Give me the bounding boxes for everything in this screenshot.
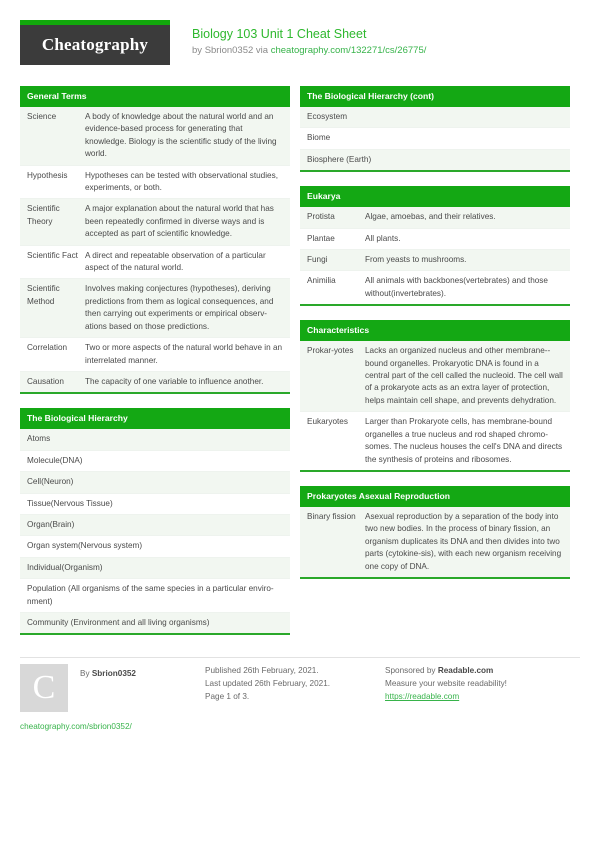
table-row: [300, 150, 570, 170]
table-row: [20, 372, 290, 392]
table-row: [20, 246, 290, 280]
published-date: Published 26th February, 2021.: [205, 666, 319, 676]
row-value: Atoms: [27, 434, 51, 444]
block-title: Eukarya: [300, 186, 570, 207]
sponsor-line: [385, 664, 580, 677]
table-row: [300, 128, 570, 149]
table-block: [300, 186, 570, 306]
row-value: Hypotheses can be tested with observational studies, experiments, or both.: [85, 170, 278, 193]
table-row: [300, 271, 570, 304]
sponsor-name: Readable.com: [437, 666, 494, 676]
row-key: Binary fission: [307, 511, 356, 521]
row-value: A direct and repeatable observation of a particular aspect of the natural world.: [85, 250, 266, 273]
table-row: [20, 579, 290, 613]
content-columns: [20, 86, 580, 649]
row-value: Population (All organisms of the same species in a particular enviro-nment): [27, 584, 274, 606]
byline: [192, 45, 426, 57]
via-label: via: [253, 45, 271, 56]
table-row: [20, 451, 290, 472]
table-row: [20, 199, 290, 245]
table-row: [20, 166, 290, 200]
table-row: [300, 207, 570, 228]
table-row: [300, 229, 570, 250]
row-value: Ecosystem: [307, 112, 348, 121]
row-key: Fungi: [307, 255, 328, 265]
row-value: All plants.: [365, 233, 401, 243]
table-row: [300, 107, 570, 128]
table-row: [20, 613, 290, 633]
row-value: Biome: [307, 133, 331, 143]
sponsor-link[interactable]: https://readable.com: [385, 692, 460, 702]
row-value: Organ system(Nervous system): [27, 541, 143, 551]
block-title: The Biological Hierarchy: [20, 408, 290, 429]
row-value: The capacity of one variable to influence another.: [85, 376, 264, 386]
footer-author: [80, 664, 136, 680]
byline-author: Sbrion0352: [204, 45, 254, 56]
table-row: [20, 472, 290, 493]
row-key: Correlation: [27, 343, 68, 353]
row-value: A major explanation about the natural world that has been repeatedly confirmed in diverse ways and is accepted as part of scientific knowledge.: [85, 204, 274, 239]
row-key: Prokar-yotes: [307, 346, 354, 356]
table-row: [20, 536, 290, 557]
table-block: [300, 320, 570, 472]
row-value: A body of knowledge about the natural world and an evidence-based process for generating that knowledge. Biology is the scientific study of the living world.: [85, 112, 277, 159]
table-row: [20, 558, 290, 579]
table-row: [300, 250, 570, 271]
row-key: Animilia: [307, 276, 336, 286]
by-prefix: by: [192, 45, 205, 56]
logo-text: Cheatography: [41, 35, 149, 54]
block-title: The Biological Hierarchy (cont): [300, 86, 570, 107]
row-value: Lacks an organized nucleus and other membrane--bound organelles. Prokaryotic DNA is found in a central part of the cell called the nucleoid. The cell wall of a prokaryote acts as an extra layer of protection, helps maintain cell shape, and prevents dehydration.: [365, 346, 563, 405]
avatar: C: [20, 664, 68, 712]
author-row: [20, 664, 205, 712]
table-row: [20, 107, 290, 166]
row-key: Plantae: [307, 233, 335, 243]
left-column: [20, 86, 290, 649]
row-key: Science: [27, 112, 57, 121]
table-row: [300, 412, 570, 470]
footer-by-label: By: [80, 669, 92, 679]
row-value: Molecule(DNA): [27, 455, 83, 465]
row-value: From yeasts to mushrooms.: [365, 255, 467, 265]
row-value: Cell(Neuron): [27, 477, 74, 487]
table-row: [20, 279, 290, 338]
table-block: [300, 486, 570, 579]
table-block: [300, 86, 570, 172]
row-key: Hypothesis: [27, 170, 68, 180]
table-row: [20, 494, 290, 515]
row-key: Scientific Theory: [27, 204, 60, 226]
row-value: Community (Environment and all living organisms): [27, 617, 210, 627]
table-row: [20, 338, 290, 372]
row-key: Causation: [27, 376, 64, 386]
row-value: Asexual reproduction by a separation of the body into two new bodies. In the process of binary fission, an organism duplicates its DNA and then divides into two parts (cytokine-sis), with each new organism receiving one copy of DNA.: [365, 511, 562, 571]
updated-date: Last updated 26th February, 2021.: [205, 679, 331, 689]
page-number: Page 1 of 3.: [205, 692, 250, 702]
row-value: Involves making conjectures (hypotheses), deriving predictions from them as logical consequences, and then carrying out experiments or empirical observ-ations based on those predictions.: [85, 284, 274, 331]
row-key: Scientific Fact: [27, 250, 78, 260]
footer-author-name: Sbrion0352: [91, 669, 136, 679]
row-value: Individual(Organism): [27, 562, 103, 572]
table-block: [20, 408, 290, 635]
sponsor-tagline: Measure your website readability!: [385, 679, 507, 689]
page-title: Biology 103 Unit 1 Cheat Sheet: [192, 27, 367, 41]
table-block: [20, 86, 290, 394]
row-value: Biosphere (Earth): [307, 154, 372, 164]
row-value: Organ(Brain): [27, 519, 75, 529]
title-block: [192, 20, 426, 57]
footer-sponsor-col: [385, 664, 580, 733]
row-key: Protista: [307, 212, 335, 222]
block-title: Prokaryotes Asexual Reproduction: [300, 486, 570, 507]
row-value: Larger than Prokaryote cells, has membrane-bound organelles a true nucleus and rod shaped chromo-somes. The nucleus houses the cell's DNA and directs the synthesis of proteins and ribosomes.: [365, 417, 563, 464]
block-title: Characteristics: [300, 320, 570, 341]
row-value: Tissue(Nervous Tissue): [27, 498, 113, 508]
block-title: General Terms: [20, 86, 290, 107]
table-row: [300, 507, 570, 577]
row-value: Algae, amoebas, and their relatives.: [365, 212, 496, 222]
page-header: [20, 20, 580, 72]
page-footer: [20, 657, 580, 733]
author-profile-link[interactable]: cheatography.com/sbrion0352/: [20, 722, 132, 732]
row-key: Scientific Method: [27, 284, 60, 306]
footer-publish-col: [205, 664, 385, 733]
cheatography-logo[interactable]: [20, 20, 170, 65]
table-row: [20, 515, 290, 536]
table-row: [20, 429, 290, 450]
sponsor-prefix: Sponsored by: [385, 666, 438, 676]
row-value: Two or more aspects of the natural world behave in an interrelated manner.: [85, 343, 283, 365]
table-row: [300, 341, 570, 412]
right-column: [300, 86, 570, 593]
row-value: All animals with backbones(vertebrates) and those without(invertebrates).: [365, 276, 548, 298]
row-key: Eukaryotes: [307, 417, 348, 427]
source-link[interactable]: cheatography.com/132271/cs/26775/: [270, 45, 427, 56]
footer-author-col: [20, 664, 205, 733]
